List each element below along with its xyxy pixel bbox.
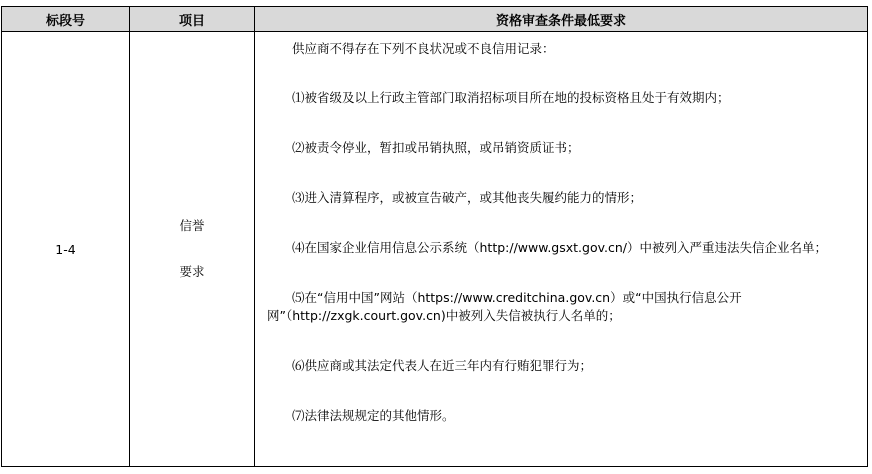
qualification-table: [1, 6, 868, 467]
requirement-intro: 供应商不得存在下列不良状况或不良信用记录：: [292, 41, 555, 56]
requirement-item-7: ⑺法律法规规定的其他情形。: [292, 408, 455, 423]
segment-cell: 1-4: [2, 32, 130, 467]
header-project: 项目: [130, 7, 255, 32]
header-requirement: 资格审查条件最低要求: [255, 7, 868, 32]
requirement-cell: [255, 32, 868, 467]
project-label-line2: 要求: [179, 264, 205, 279]
project-label-line1: 信誉: [179, 218, 205, 233]
header-row: [2, 7, 868, 32]
requirement-item-6: ⑹供应商或其法定代表人在近三年内有行贿犯罪行为；: [292, 358, 593, 373]
requirement-item-3: ⑶进入清算程序，或被宣告破产，或其他丧失履约能力的情形；: [292, 190, 643, 205]
header-segment: 标段号: [2, 7, 130, 32]
table-row: [2, 32, 868, 467]
requirement-item-5: ⑸在“信用中国”网站（https://www.creditchina.gov.cn）或“中国执行信息公开网”（http://zxgk.court.gov.cn)中被列入失信被执行人名单的；: [267, 290, 742, 323]
requirement-item-1: ⑴被省级及以上行政主管部门取消招标项目所在地的投标资格且处于有效期内；: [292, 90, 730, 105]
project-cell: [130, 32, 255, 467]
requirement-item-4: ⑷在国家企业信用信息公示系统（http://www.gsxt.gov.cn/）中被列入严重违法失信企业名单；: [292, 240, 827, 255]
requirement-item-2: ⑵被责令停业，暂扣或吊销执照，或吊销资质证书；: [292, 140, 580, 155]
